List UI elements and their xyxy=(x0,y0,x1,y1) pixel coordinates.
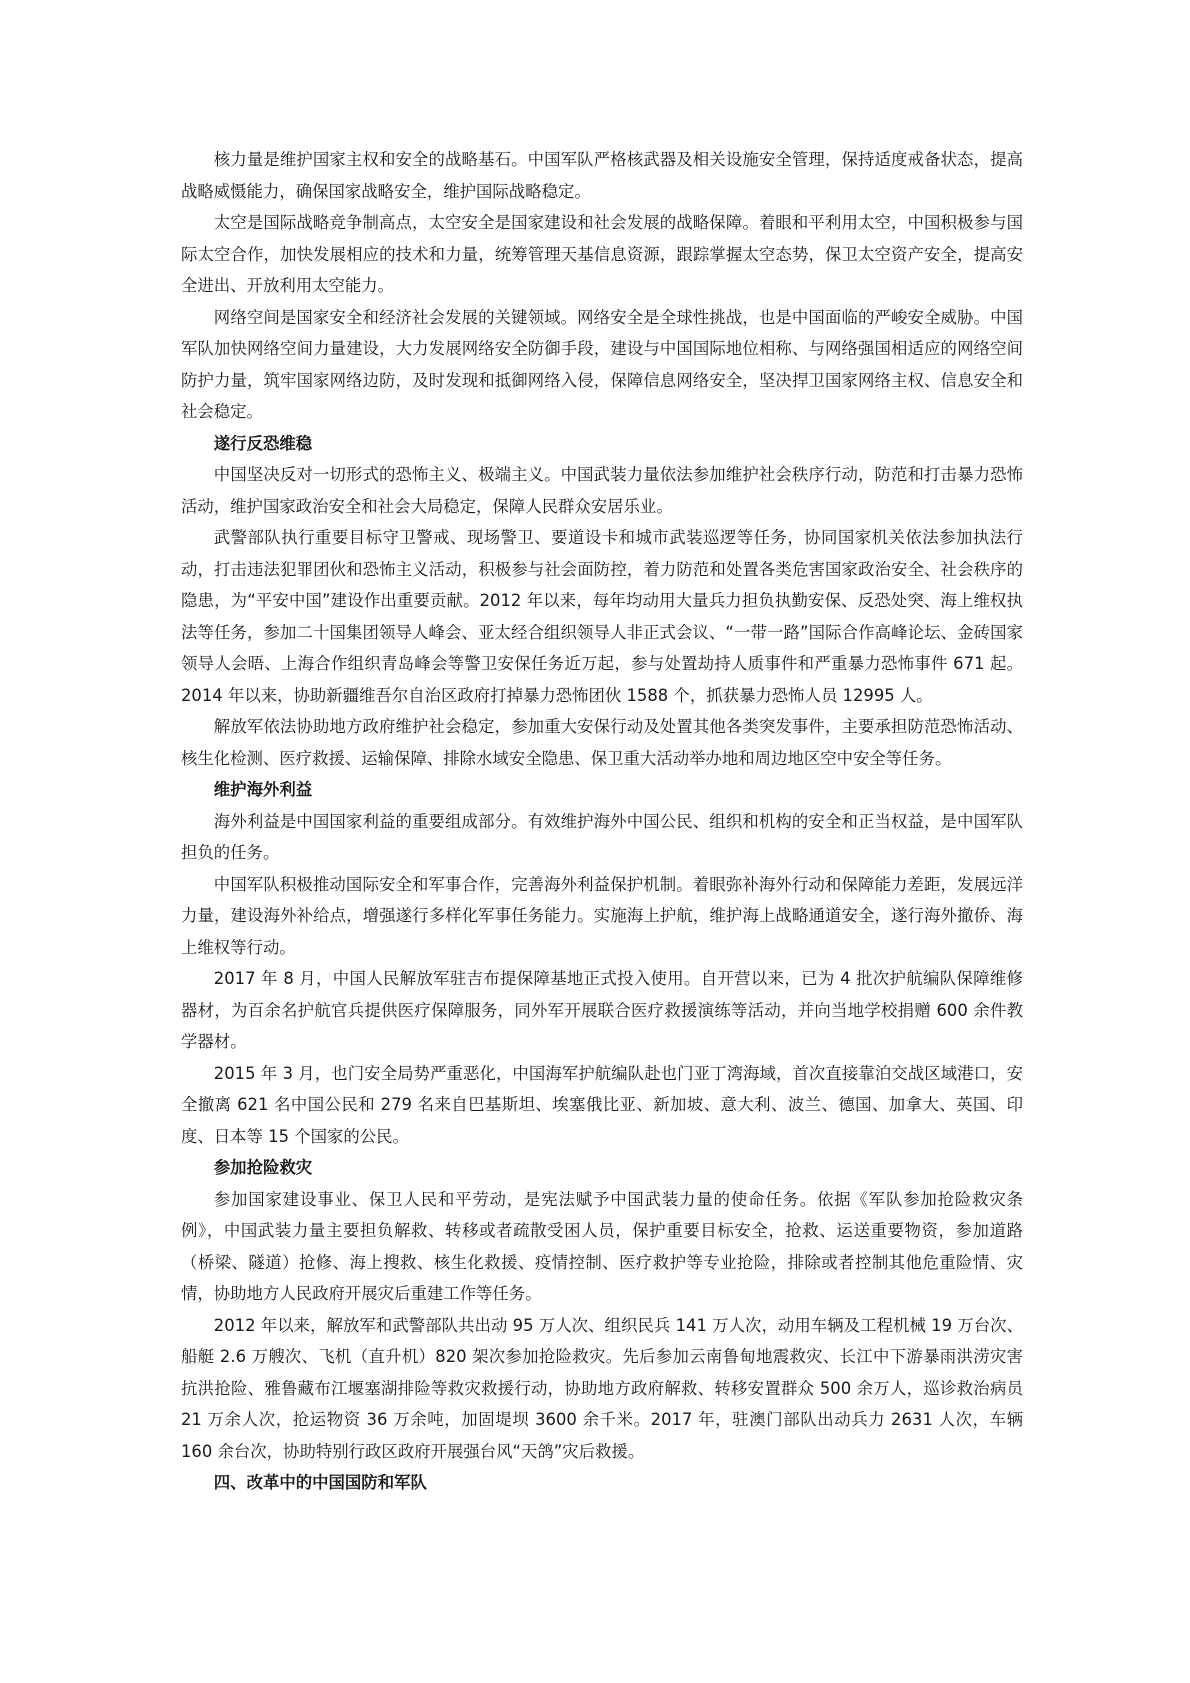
document-body xyxy=(181,144,1023,1499)
paragraph-armed-police-tasks: 武警部队执行重要目标守卫警戒、现场警卫、要道设卡和城市武装巡逻等任务，协同国家机关依法参加执法行动，打击违法犯罪团伙和恐怖主义活动，积极参与社会面防控，着力防范和处置各类危害国家政治安全、社会秩序的隐患，为“平安中国”建设作出重要贡献。2012 年以来，每年均动用大量兵力担负执勤安保、反恐处突、海上维权执法等任务，参加二十国集团领导人峰会、亚太经合组织领导人非正式会议、“一带一路”国际合作高峰论坛、金砖国家领导人会晤、上海合作组织青岛峰会等警卫安保任务近万起，参与处置劫持人质事件和严重暴力恐怖事件 671 起。2014 年以来，协助新疆维吾尔自治区政府打掉暴力恐怖团伙 1588 个，抓获暴力恐怖人员 12995 人。 xyxy=(181,528,1023,705)
paragraph-space-security: 太空是国际战略竞争制高点，太空安全是国家建设和社会发展的战略保障。着眼和平利用太空，中国积极参与国际太空合作，加快发展相应的技术和力量，统筹管理天基信息资源，跟踪掌握太空态势，保卫太空资产安全，提高安全进出、开放利用太空能力。 xyxy=(181,213,1023,295)
section-heading-counter-terrorism: 遂行反恐维稳 xyxy=(213,433,313,453)
paragraph-disaster-relief-stats: 2012 年以来，解放军和武警部队共出动 95 万人次、组织民兵 141 万人次，动用车辆及工程机械 19 万台次、船艇 2.6 万艘次、飞机（直升机）820 架次参加抢险救灾。先后参加云南鲁甸地震救灾、长江中下游暴雨洪涝灾害抗洪抢险、雅鲁藏布江堰塞湖排险等救灾救援行动，协助地方政府解救、转移安置群众 500 余万人，巡诊救治病员 21 万余人次，抢运物资 36 万余吨，加固堤坝 3600 余千米。2017 年，驻澳门部队出动兵力 2631 人次，车辆 160 余台次，协助特别行政区政府开展强台风“天鸽”灾后救援。 xyxy=(181,1315,1023,1461)
chapter-heading-reform: 四、改革中的中国国防和军队 xyxy=(213,1473,427,1492)
paragraph-anti-terrorism-stance: 中国坚决反对一切形式的恐怖主义、极端主义。中国武装力量依法参加维护社会秩序行动，防范和打击暴力恐怖活动，维护国家政治安全和社会大局稳定，保障人民群众安居乐业。 xyxy=(181,465,1023,516)
paragraph-overseas-interests: 海外利益是中国国家利益的重要组成部分。有效维护海外中国公民、组织和机构的安全和正当权益，是中国军队担负的任务。 xyxy=(181,811,1023,862)
paragraph-yemen-evacuation: 2015 年 3 月，也门安全局势严重恶化，中国海军护航编队赴也门亚丁湾海域，首次直接靠泊交战区域港口，安全撤离 621 名中国公民和 279 名来自巴基斯坦、埃塞俄比亚、新加坡、意大利、波兰、德国、加拿大、英国、印度、日本等 15 个国家的公民。 xyxy=(181,1063,1023,1146)
paragraph-pla-stability: 解放军依法协助地方政府维护社会稳定，参加重大安保行动及处置其他各类突发事件，主要承担防范恐怖活动、核生化检测、医疗救援、运输保障、排除水域安全隐患、保卫重大活动举办地和周边地区空中安全等任务。 xyxy=(181,717,1023,768)
paragraph-djibouti-base: 2017 年 8 月，中国人民解放军驻吉布提保障基地正式投入使用。自开营以来，已为 4 批次护航编队保障维修器材，为百余名护航官兵提供医疗保障服务，同外军开展联合医疗救援演练等活动，并向当地学校捐赠 600 余件教学器材。 xyxy=(181,969,1023,1051)
section-heading-disaster-relief: 参加抢险救灾 xyxy=(213,1158,313,1177)
paragraph-nuclear-force: 核力量是维护国家主权和安全的战略基石。中国军队严格核武器及相关设施安全管理，保持适度戒备状态，提高战略威慑能力，确保国家战略安全，维护国际战略稳定。 xyxy=(181,150,1023,201)
section-heading-overseas-interests: 维护海外利益 xyxy=(213,780,313,799)
paragraph-disaster-relief-mission: 参加国家建设事业、保卫人民和平劳动，是宪法赋予中国武装力量的使命任务。依据《军队参加抢险救灾条例》，中国武装力量主要担负解救、转移或者疏散受困人员，保护重要目标安全，抢救、运送重要物资，参加道路（桥梁、隧道）抢修、海上搜救、核生化救援、疫情控制、医疗救护等专业抢险，排除或者控制其他危重险情、灾情，协助地方人民政府开展灾后重建工作等任务。 xyxy=(181,1189,1023,1303)
paragraph-international-cooperation: 中国军队积极推动国际安全和军事合作，完善海外利益保护机制。着眼弥补海外行动和保障能力差距，发展远洋力量，建设海外补给点，增强遂行多样化军事任务能力。实施海上护航，维护海上战略通道安全，遂行海外撤侨、海上维权等行动。 xyxy=(181,874,1023,957)
paragraph-cyberspace: 网络空间是国家安全和经济社会发展的关键领域。网络安全是全球性挑战，也是中国面临的严峻安全威胁。中国军队加快网络空间力量建设，大力发展网络安全防御手段，建设与中国国际地位相称、与网络强国相适应的网络空间防护力量，筑牢国家网络边防，及时发现和抵御网络入侵，保障信息网络安全，坚决捍卫国家网络主权、信息安全和社会稳定。 xyxy=(181,307,1023,421)
